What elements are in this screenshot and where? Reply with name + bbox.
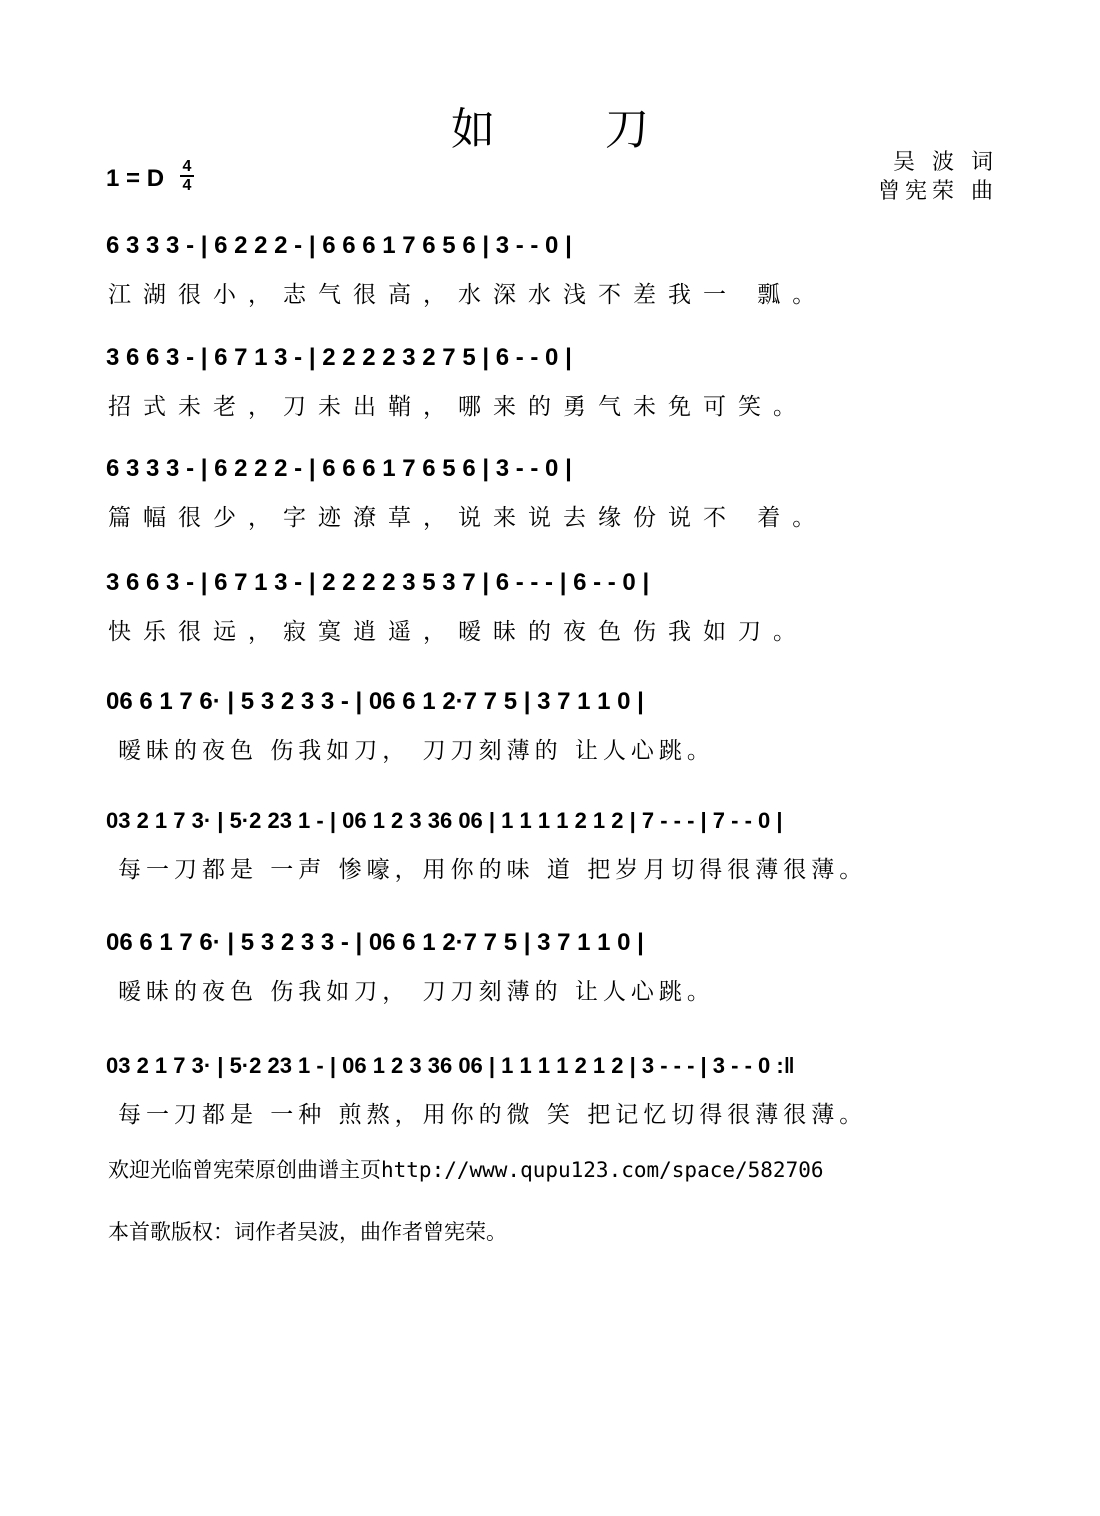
lyrics-line: 招式未老，刀未出鞘，哪来的勇气未免可笑。 xyxy=(108,394,808,420)
homepage-link-text: 欢迎光临曾宪荣原创曲谱主页http://www.qupu123.com/space/582706 xyxy=(108,1158,824,1182)
score-line-6 xyxy=(0,793,1100,893)
lyrics-line: 暧昧的夜色 伤我如刀， 刀刀刻薄的 让人心跳。 xyxy=(118,738,715,764)
notation-line: 06 6 1 7 6· | 5 3 2 3 3 - | 06 6 1 2·7 7 5 | 3 7 1 1 0 | xyxy=(106,929,644,956)
credits xyxy=(872,148,998,206)
notation-line: 03 2 1 7 3· | 5·2 23 1 - | 06 1 2 3 36 06 | 1 1 1 1 2 1 2 | 7 - - - | 7 - - 0 | xyxy=(106,808,783,833)
lyrics-line: 篇幅很少，字迹潦草，说来说去缘份说不 着。 xyxy=(108,505,828,531)
score-line-3 xyxy=(0,441,1100,541)
notation-line: 3 6 6 3 - | 6 7 1 3 - | 2 2 2 2 3 2 7 5 | 6 - - 0 | xyxy=(106,344,572,371)
notation-line: 03 2 1 7 3· | 5·2 23 1 - | 06 1 2 3 36 06 | 1 1 1 1 2 1 2 | 3 - - - | 3 - - 0 :‖ xyxy=(106,1053,795,1078)
copyright-note: 本首歌版权：词作者吴波，曲作者曾宪荣。 xyxy=(108,1220,507,1244)
lyrics-line: 快乐很远，寂寞逍遥，暧昧的夜色伤我如刀。 xyxy=(108,619,808,645)
time-signature-bottom: 4 xyxy=(182,177,192,194)
lyrics-line: 每一刀都是 一种 煎熬，用你的微 笑 把记忆切得很薄很薄。 xyxy=(118,1102,868,1128)
lyrics-line: 每一刀都是 一声 惨嚎，用你的味 道 把岁月切得很薄很薄。 xyxy=(118,857,868,883)
notation-line: 6 3 3 3 - | 6 2 2 2 - | 6 6 6 1 7 6 5 6 | 3 - - 0 | xyxy=(106,232,572,259)
score-line-2 xyxy=(0,330,1100,430)
song-title: 如 刀 xyxy=(451,104,697,155)
score-line-4 xyxy=(0,555,1100,655)
lyrics-line: 暧昧的夜色 伤我如刀， 刀刀刻薄的 让人心跳。 xyxy=(118,979,715,1005)
notation-line: 3 6 6 3 - | 6 7 1 3 - | 2 2 2 2 3 5 3 7 | 6 - - - | 6 - - 0 | xyxy=(106,569,650,596)
time-signature xyxy=(177,158,197,194)
key-signature: 1 = D xyxy=(106,165,165,192)
time-signature-top: 4 xyxy=(182,158,192,175)
composer-credit: 曾宪荣 曲 xyxy=(878,179,998,204)
notation-line: 06 6 1 7 6· | 5 3 2 3 3 - | 06 6 1 2·7 7 5 | 3 7 1 1 0 | xyxy=(106,688,644,715)
score-line-7 xyxy=(0,915,1100,1015)
lyricist-credit: 吴 波 词 xyxy=(893,150,998,175)
notation-line: 6 3 3 3 - | 6 2 2 2 - | 6 6 6 1 7 6 5 6 | 3 - - 0 | xyxy=(106,455,572,482)
score-line-8 xyxy=(0,1038,1100,1138)
lyrics-line: 江湖很小，志气很高，水深水浅不差我一 瓢。 xyxy=(108,282,828,308)
score-line-5 xyxy=(0,674,1100,774)
score-line-1 xyxy=(0,218,1100,318)
